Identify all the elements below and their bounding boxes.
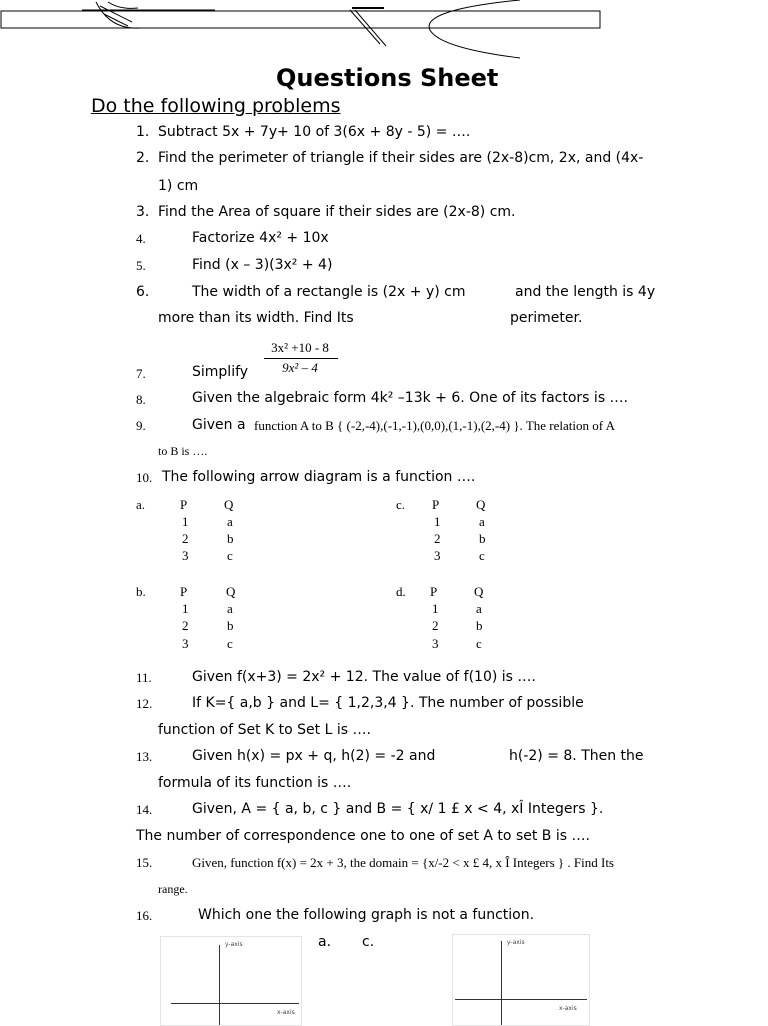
set-element: 2 xyxy=(432,618,439,633)
question-text: Find (x – 3)(3x² + 4) xyxy=(192,257,333,273)
set-q-heading: Q xyxy=(224,497,234,512)
set-element: 1 xyxy=(432,601,439,616)
page-title: Questions Sheet xyxy=(276,64,499,92)
question-number: 4. xyxy=(136,231,146,246)
question-text: 1) cm xyxy=(158,178,199,194)
question-text: h(-2) = 8. Then the xyxy=(509,748,644,764)
set-element: 3 xyxy=(434,548,441,563)
question-number: 11. xyxy=(136,670,152,685)
header-decoration xyxy=(0,0,768,60)
question-text: The number of correspondence one to one of set A to set B is …. xyxy=(136,828,590,844)
question-text: function A to B { (-2,-4),(-1,-1),(0,0),(1,-1),(2,-4) }. The relation of A xyxy=(254,418,615,433)
question-number: 6. xyxy=(136,284,150,300)
set-q-heading: Q xyxy=(474,584,484,599)
question-text: Subtract 5x + 7y+ 10 of 3(6x + 8y - 5) = …. xyxy=(158,124,471,140)
graph-c xyxy=(452,934,590,1026)
set-element: 3 xyxy=(432,636,439,651)
question-text: Simplify xyxy=(192,364,249,380)
question-text: The following arrow diagram is a function …. xyxy=(162,469,476,485)
set-element: b xyxy=(227,531,234,546)
question-text: formula of its function is …. xyxy=(158,775,352,791)
set-element: 1 xyxy=(182,514,189,529)
option-label: c. xyxy=(362,934,375,950)
y-axis-line xyxy=(219,945,220,1025)
question-number: 15. xyxy=(136,855,153,870)
set-p-heading: P xyxy=(430,584,438,599)
set-element: 1 xyxy=(182,601,189,616)
set-element: a xyxy=(227,601,233,616)
option-label: c. xyxy=(396,497,406,512)
question-text: Factorize 4x² + 10x xyxy=(192,230,329,246)
question-text: perimeter. xyxy=(510,310,583,326)
question-text: more than its width. Find Its xyxy=(158,310,354,326)
fraction-numerator: 3x² +10 - 8 xyxy=(271,340,329,355)
set-element: c xyxy=(479,548,485,563)
set-element: a xyxy=(479,514,485,529)
set-element: b xyxy=(227,618,234,633)
instructions-heading: Do the following problems xyxy=(91,95,341,117)
header-bar xyxy=(1,11,600,28)
set-q-heading: Q xyxy=(476,497,486,512)
question-number: 7. xyxy=(136,366,146,381)
question-text: Given a xyxy=(192,417,246,433)
set-p-heading: P xyxy=(180,497,188,512)
question-text: to B is …. xyxy=(158,444,208,458)
set-element: a xyxy=(227,514,233,529)
set-p-heading: P xyxy=(432,497,440,512)
y-axis-label: y-axis xyxy=(225,941,243,948)
question-text: Given, A = { a, b, c } and B = { x/ 1 £ x < 4, xÎ Integers }. xyxy=(192,801,604,817)
set-element: b xyxy=(476,618,483,633)
set-element: 3 xyxy=(182,548,189,563)
question-number: 5. xyxy=(136,258,146,273)
x-axis-label: x-axis xyxy=(277,1009,295,1016)
set-element: c xyxy=(227,548,233,563)
set-element: c xyxy=(227,636,233,651)
question-number: 10. xyxy=(136,470,153,485)
option-label: d. xyxy=(396,584,406,599)
y-axis-line xyxy=(501,941,502,1025)
question-text: Given f(x+3) = 2x² + 12. The value of f(10) is …. xyxy=(192,669,536,685)
question-number: 12. xyxy=(136,696,153,711)
set-element: 2 xyxy=(182,618,189,633)
set-element: 1 xyxy=(434,514,441,529)
set-element: 2 xyxy=(434,531,441,546)
question-text: Given, function f(x) = 2x + 3, the domain = {x/-2 < x £ 4, x Î Integers } . Find Its xyxy=(192,855,614,870)
set-element: 2 xyxy=(182,531,189,546)
fraction-denominator: 9x² – 4 xyxy=(282,360,318,375)
x-axis-label: x-axis xyxy=(559,1005,577,1012)
question-number: 14. xyxy=(136,802,153,817)
set-q-heading: Q xyxy=(226,584,236,599)
question-text: Which one the following graph is not a function. xyxy=(198,907,535,923)
set-element: 3 xyxy=(182,636,189,651)
question-number: 8. xyxy=(136,392,146,407)
question-text: range. xyxy=(158,882,188,896)
fraction-bar xyxy=(264,358,338,359)
set-element: c xyxy=(476,636,482,651)
y-axis-label: y-axis xyxy=(507,939,525,946)
option-label: b. xyxy=(136,584,146,599)
set-p-heading: P xyxy=(180,584,188,599)
option-label: a. xyxy=(318,934,332,950)
question-text: Given the algebraic form 4k² –13k + 6. One of its factors is …. xyxy=(192,390,629,406)
graph-a xyxy=(160,936,302,1026)
question-text: function of Set K to Set L is …. xyxy=(158,722,371,738)
set-element: a xyxy=(476,601,482,616)
question-number: 9. xyxy=(136,418,146,433)
question-text: Given h(x) = px + q, h(2) = -2 and xyxy=(192,748,436,764)
question-number: 16. xyxy=(136,908,153,923)
question-text: Find the Area of square if their sides are (2x-8) cm. xyxy=(158,204,516,220)
question-number: 13. xyxy=(136,749,153,764)
question-text: Find the perimeter of triangle if their sides are (2x-8)cm, 2x, and (4x- xyxy=(158,150,644,166)
question-number: 3. xyxy=(136,204,150,220)
question-text: The width of a rectangle is (2x + y) cm xyxy=(192,284,466,300)
question-text: If K={ a,b } and L= { 1,2,3,4 }. The number of possible xyxy=(192,695,584,711)
question-text: and the length is 4y xyxy=(515,284,656,300)
question-number: 2. xyxy=(136,150,150,166)
option-label: a. xyxy=(136,497,146,512)
x-axis-line xyxy=(455,999,587,1000)
set-element: b xyxy=(479,531,486,546)
x-axis-line xyxy=(171,1003,299,1004)
question-number: 1. xyxy=(136,124,150,140)
